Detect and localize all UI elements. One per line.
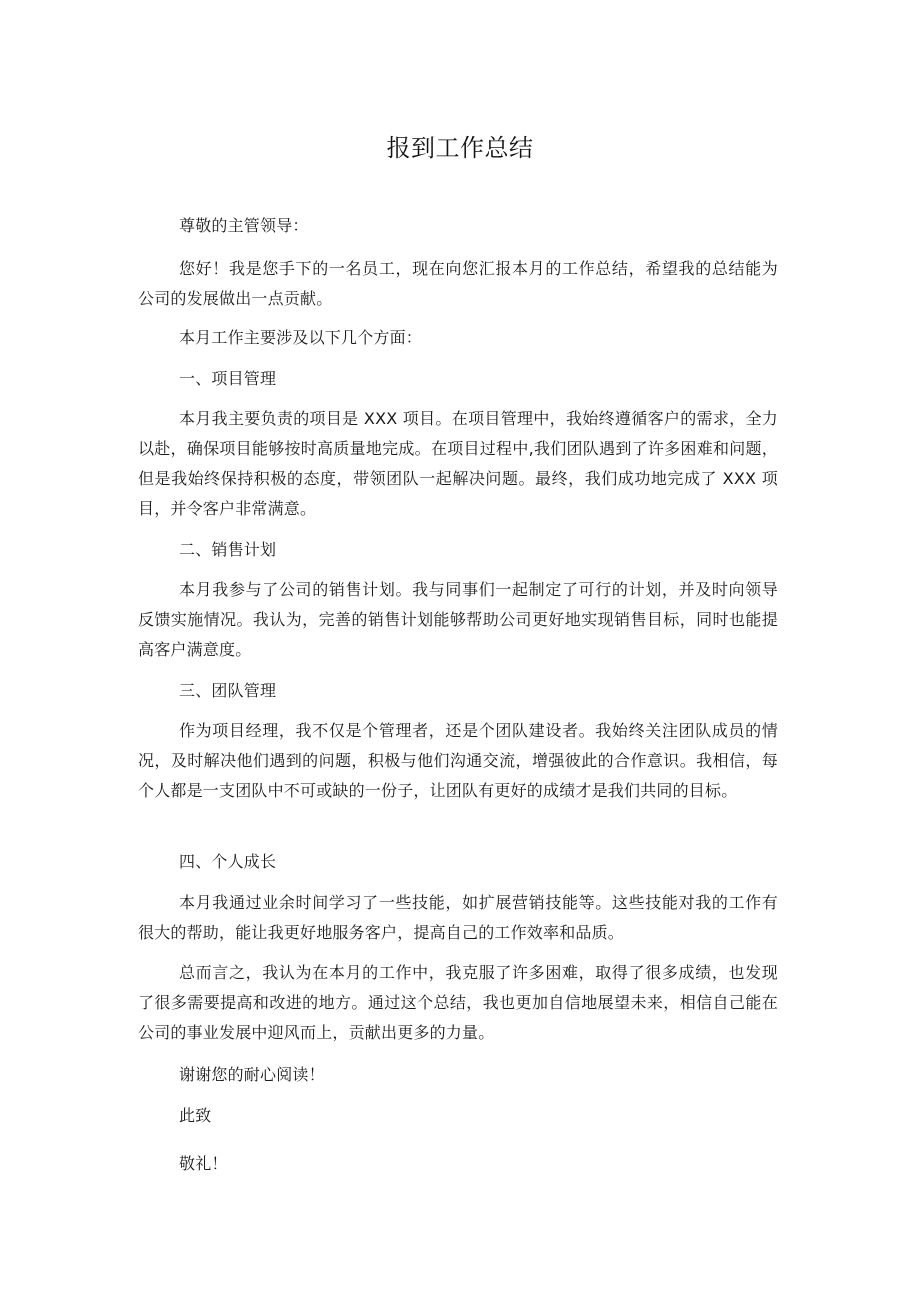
salutation: 尊敬的主管领导： xyxy=(179,216,309,235)
section-heading-growth: 四、个人成长 xyxy=(179,852,277,871)
section-body-sales: 本月我参与了公司的销售计划。我与同事们一起制定了可行的计划，并及时向领导反馈实施情况。我认为，完善的销售计划能够帮助公司更好地实现销售目标，同时也能提高客户满意度。 xyxy=(138,580,778,659)
section-body-project: 本月我主要负责的项目是 XXX 项目。在项目管理中，我始终遵循客户的需求，全力以赴，确保项目能够按时高质量地完成。在项目过程中,我们团队遇到了许多困难和问题，但是我始终保持积极的态度，带领团队一起解决问题。最终，我们成功地完成了 XXX 项目，并令客户非常满意。 xyxy=(138,409,778,518)
document-title: 报到工作总结 xyxy=(386,134,534,162)
section-heading-project: 一、项目管理 xyxy=(179,369,277,388)
section-body-growth: 本月我通过业余时间学习了一些技能，如扩展营销技能等。这些技能对我的工作有很大的帮助，能让我更好地服务客户，提高自己的工作效率和品质。 xyxy=(138,893,778,942)
section-body-team: 作为项目经理，我不仅是个管理者，还是个团队建设者。我始终关注团队成员的情况，及时解决他们遇到的问题，积极与他们沟通交流，增强彼此的合作意识。我相信，每个人都是一支团队中不可或缺的一份子，让团队有更好的成绩才是我们共同的目标。 xyxy=(138,721,778,800)
intro-paragraph: 您好！我是您手下的一名员工，现在向您汇报本月的工作总结，希望我的总结能为公司的发展做出一点贡献。 xyxy=(138,259,778,308)
overview-line: 本月工作主要涉及以下几个方面： xyxy=(179,328,423,347)
thanks-line: 谢谢您的耐心阅读！ xyxy=(179,1065,325,1084)
closing-line-1: 此致 xyxy=(179,1106,212,1125)
conclusion-paragraph: 总而言之，我认为在本月的工作中，我克服了许多困难，取得了很多成绩，也发现了很多需要提高和改进的地方。通过这个总结，我也更加自信地展望未来，相信自己能在公司的事业发展中迎风而上，贡献出更多的力量。 xyxy=(138,963,778,1042)
section-heading-sales: 二、销售计划 xyxy=(179,540,277,559)
closing-line-2: 敬礼！ xyxy=(179,1154,228,1173)
section-heading-team: 三、团队管理 xyxy=(179,681,277,700)
